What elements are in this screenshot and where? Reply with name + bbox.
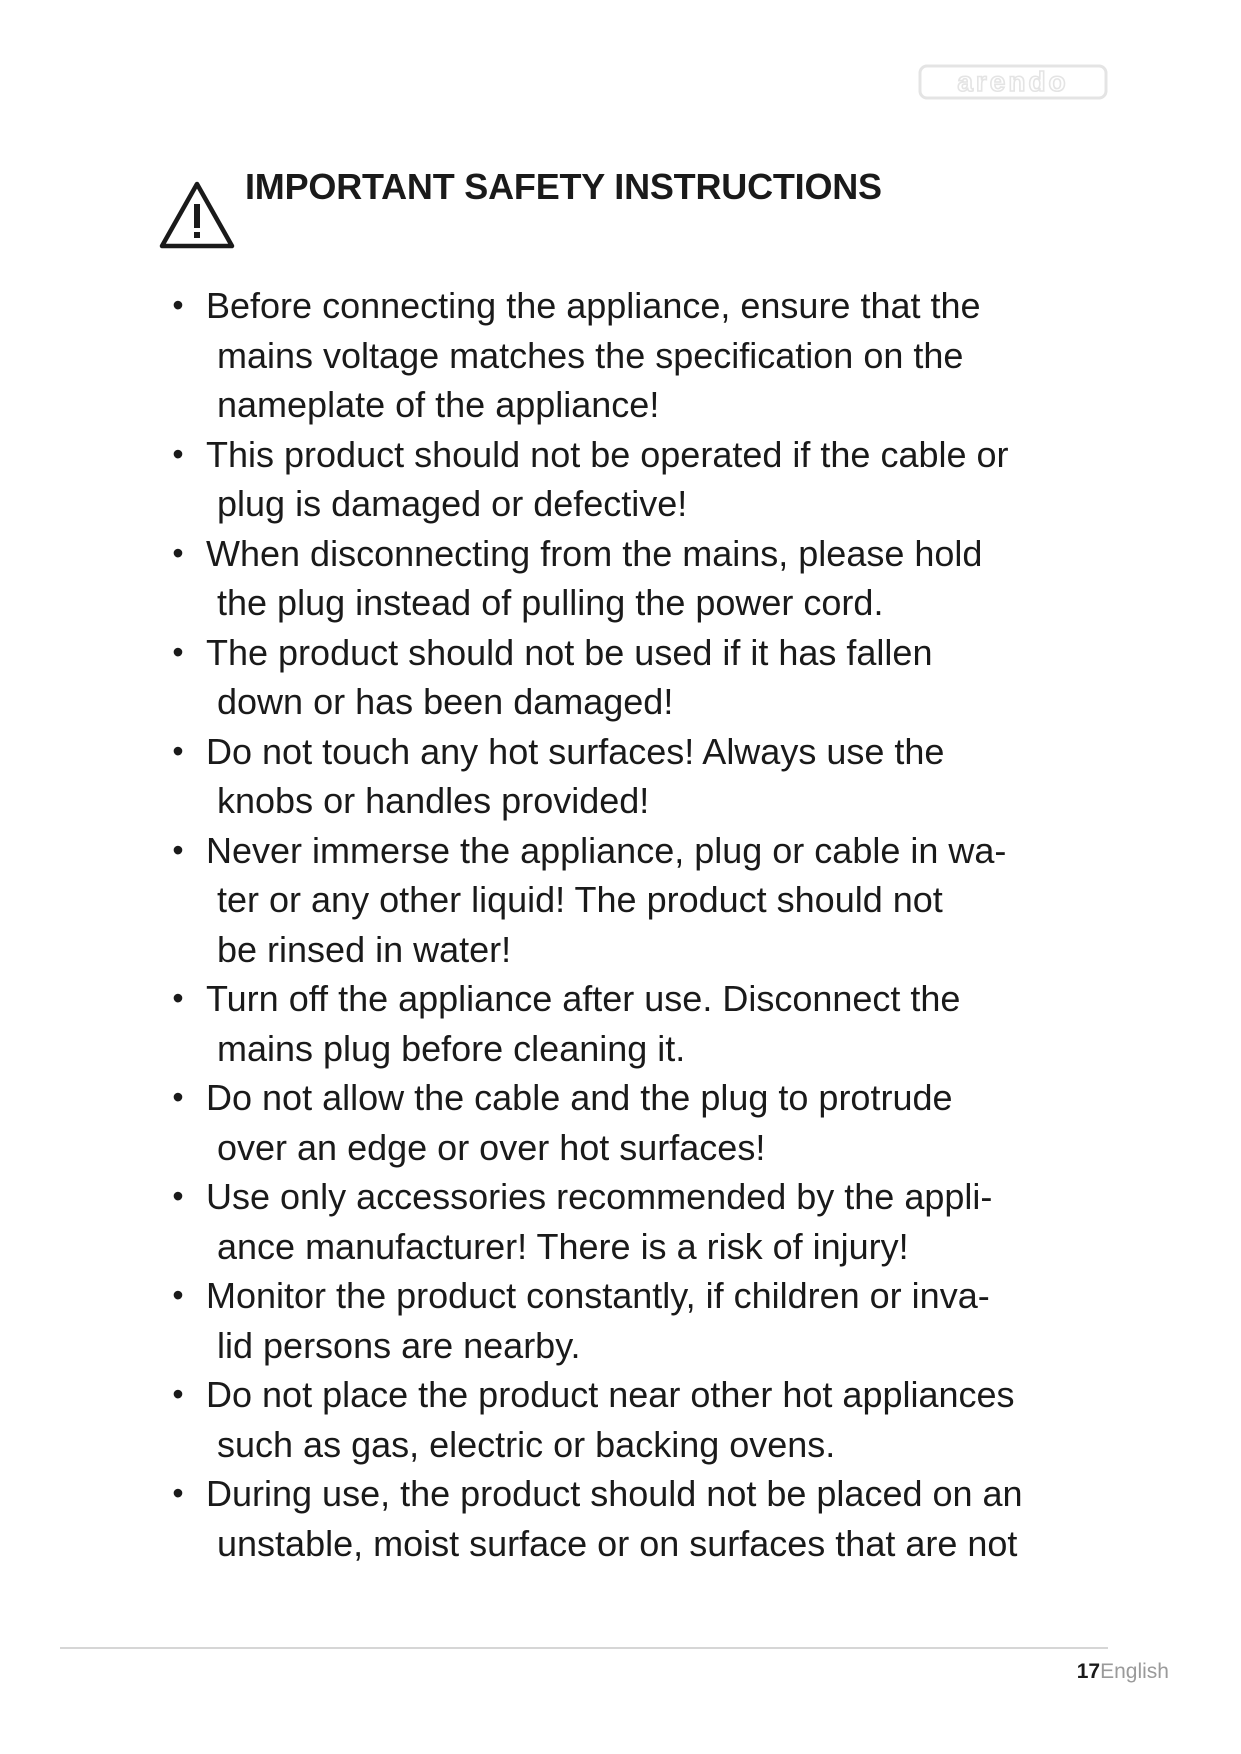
instruction-line: Do not place the product near other hot appliances (206, 1374, 1015, 1415)
instruction-item (168, 430, 1118, 529)
instruction-line: This product should not be operated if the cable or (206, 433, 1009, 475)
footer-divider (60, 1647, 1108, 1649)
instruction-line: nameplate of the appliance! (217, 384, 660, 425)
safety-instructions-list (168, 281, 1118, 1568)
instruction-line: unstable, moist surface or on surfaces that are not (217, 1522, 1018, 1564)
instruction-line: Do not allow the cable and the plug to protrude (206, 1077, 953, 1118)
page-number: 17 (1076, 1660, 1101, 1683)
arendo-logo (918, 64, 1108, 100)
instruction-line: Use only accessories recommended by the appli- (206, 1176, 993, 1217)
bullet-icon: • (172, 435, 184, 472)
instruction-line: Do not touch any hot surfaces! Always use the (206, 730, 945, 772)
instruction-line: lid persons are nearby. (217, 1324, 581, 1366)
instruction-line: mains voltage matches the specification on the (217, 334, 964, 376)
instruction-line: ter or any other liquid! The product should not (217, 879, 943, 920)
instruction-line: plug is damaged or defective! (217, 483, 688, 524)
bullet-icon: • (172, 287, 184, 323)
instruction-item (168, 628, 1118, 727)
instruction-item (168, 281, 1118, 430)
instruction-item (168, 974, 1118, 1073)
bullet-icon: • (172, 1079, 184, 1115)
instruction-line: Monitor the product constantly, if children or inva- (206, 1275, 990, 1316)
instruction-item (168, 826, 1118, 975)
bullet-icon: • (172, 633, 184, 670)
instruction-item (168, 1370, 1118, 1469)
instruction-line: The product should not be used if it has fallen (206, 631, 933, 673)
bullet-icon: • (172, 1277, 184, 1313)
instruction-item (168, 1271, 1118, 1370)
page-language: English (1100, 1660, 1169, 1683)
instruction-line: mains plug before cleaning it. (217, 1027, 686, 1069)
instruction-line: down or has been damaged! (217, 681, 674, 722)
section-title: IMPORTANT SAFETY INSTRUCTIONS (245, 166, 882, 207)
instruction-line: knobs or handles provided! (217, 780, 650, 821)
instruction-line: Turn off the appliance after use. Disconnect the (206, 978, 961, 1019)
bullet-icon: • (172, 980, 184, 1016)
bullet-icon: • (172, 1475, 184, 1511)
warning-triangle-icon (158, 180, 236, 250)
instruction-item (168, 1172, 1118, 1271)
instruction-line: such as gas, electric or backing ovens. (217, 1423, 836, 1465)
instruction-line: ance manufacturer! There is a risk of injury! (217, 1225, 909, 1267)
bullet-icon: • (172, 831, 184, 868)
instruction-line: Before connecting the appliance, ensure that the (206, 285, 981, 326)
instruction-line: be rinsed in water! (217, 928, 512, 970)
bullet-icon: • (172, 732, 184, 769)
instruction-item (168, 727, 1118, 826)
instruction-line: over an edge or over hot surfaces! (217, 1126, 766, 1168)
instruction-item (168, 529, 1118, 628)
page-footer (1077, 1660, 1169, 1684)
instruction-line: During use, the product should not be placed on an (206, 1473, 1023, 1514)
instruction-item (168, 1073, 1118, 1172)
instruction-line: the plug instead of pulling the power cord. (217, 582, 884, 623)
bullet-icon: • (172, 1376, 184, 1412)
instruction-line: When disconnecting from the mains, please hold (206, 532, 983, 574)
instruction-line: Never immerse the appliance, plug or cable in wa- (206, 829, 1007, 871)
logo-text: arendo (957, 66, 1069, 97)
bullet-icon: • (172, 1178, 184, 1214)
instruction-item (168, 1469, 1118, 1568)
bullet-icon: • (172, 534, 184, 571)
